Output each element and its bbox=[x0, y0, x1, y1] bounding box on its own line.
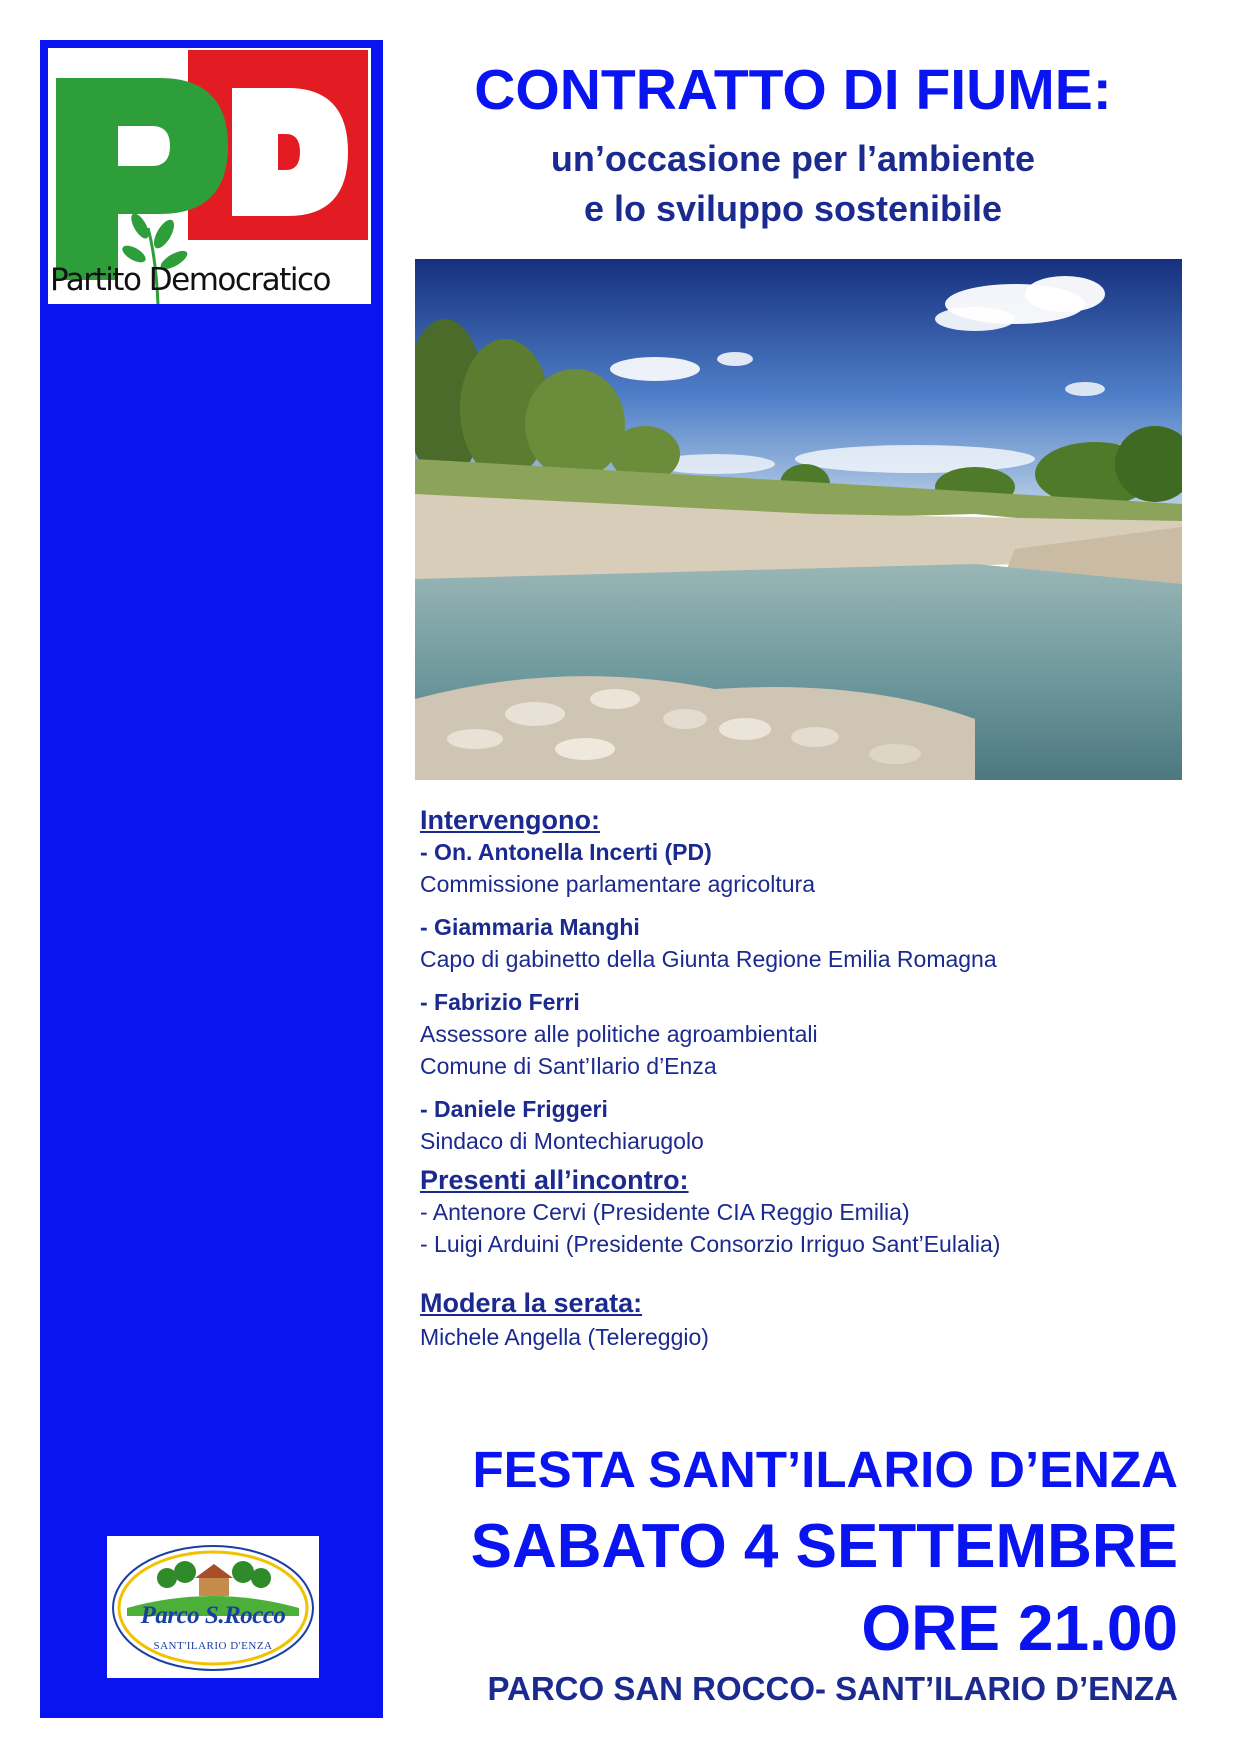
intervengono-heading: Intervengono: bbox=[420, 805, 600, 835]
event-festa: FESTA SANT’ILARIO D’ENZA bbox=[472, 1441, 1178, 1498]
speaker-role: Commissione parlamentare agricoltura bbox=[420, 871, 815, 897]
speaker-item bbox=[420, 986, 1200, 1082]
parco-logo-name: Parco S.Rocco bbox=[140, 1602, 286, 1629]
presenti-item: - Luigi Arduini (Presidente Consorzio Irriguo Sant’Eulalia) bbox=[420, 1231, 1001, 1257]
pd-logo bbox=[48, 48, 371, 304]
river-landscape-photo bbox=[415, 259, 1182, 780]
speakers-section bbox=[420, 804, 1200, 1353]
poster-title: CONTRATTO DI FIUME: bbox=[474, 58, 1112, 122]
modera-name: Michele Angella (Telereggio) bbox=[420, 1324, 709, 1350]
subtitle-line-1: un’occasione per l’ambiente bbox=[550, 138, 1036, 179]
presenti-heading: Presenti all’incontro: bbox=[420, 1165, 689, 1195]
poster-subtitle bbox=[383, 134, 1203, 234]
parco-logo-subtitle: SANT'ILARIO D'ENZA bbox=[153, 1640, 273, 1652]
speaker-role: Assessore alle politiche agroambientali bbox=[420, 1021, 818, 1047]
presenti-item: - Antenore Cervi (Presidente CIA Reggio Emilia) bbox=[420, 1199, 910, 1225]
event-date: SABATO 4 SETTEMBRE bbox=[470, 1512, 1178, 1581]
event-time: ORE 21.00 bbox=[861, 1592, 1178, 1664]
speaker-name: - Daniele Friggeri bbox=[420, 1096, 608, 1122]
parco-san-rocco-logo bbox=[107, 1536, 319, 1678]
speaker-role: Comune di Sant’Ilario d’Enza bbox=[420, 1053, 717, 1079]
speaker-role: Sindaco di Montechiarugolo bbox=[420, 1128, 704, 1154]
event-place: PARCO SAN ROCCO- SANT’ILARIO D’ENZA bbox=[487, 1670, 1178, 1707]
modera-heading: Modera la serata: bbox=[420, 1288, 643, 1318]
speaker-item bbox=[420, 911, 1200, 975]
speaker-name: - Fabrizio Ferri bbox=[420, 989, 580, 1015]
speaker-item bbox=[420, 1093, 1200, 1157]
subtitle-line-2: e lo sviluppo sostenibile bbox=[583, 188, 1003, 229]
speaker-item bbox=[420, 836, 1200, 900]
speaker-name: - On. Antonella Incerti (PD) bbox=[420, 839, 712, 865]
pd-logo-label: Partito Democratico bbox=[50, 262, 330, 298]
speaker-role: Capo di gabinetto della Giunta Regione Emilia Romagna bbox=[420, 946, 997, 972]
speaker-name: - Giammaria Manghi bbox=[420, 914, 640, 940]
